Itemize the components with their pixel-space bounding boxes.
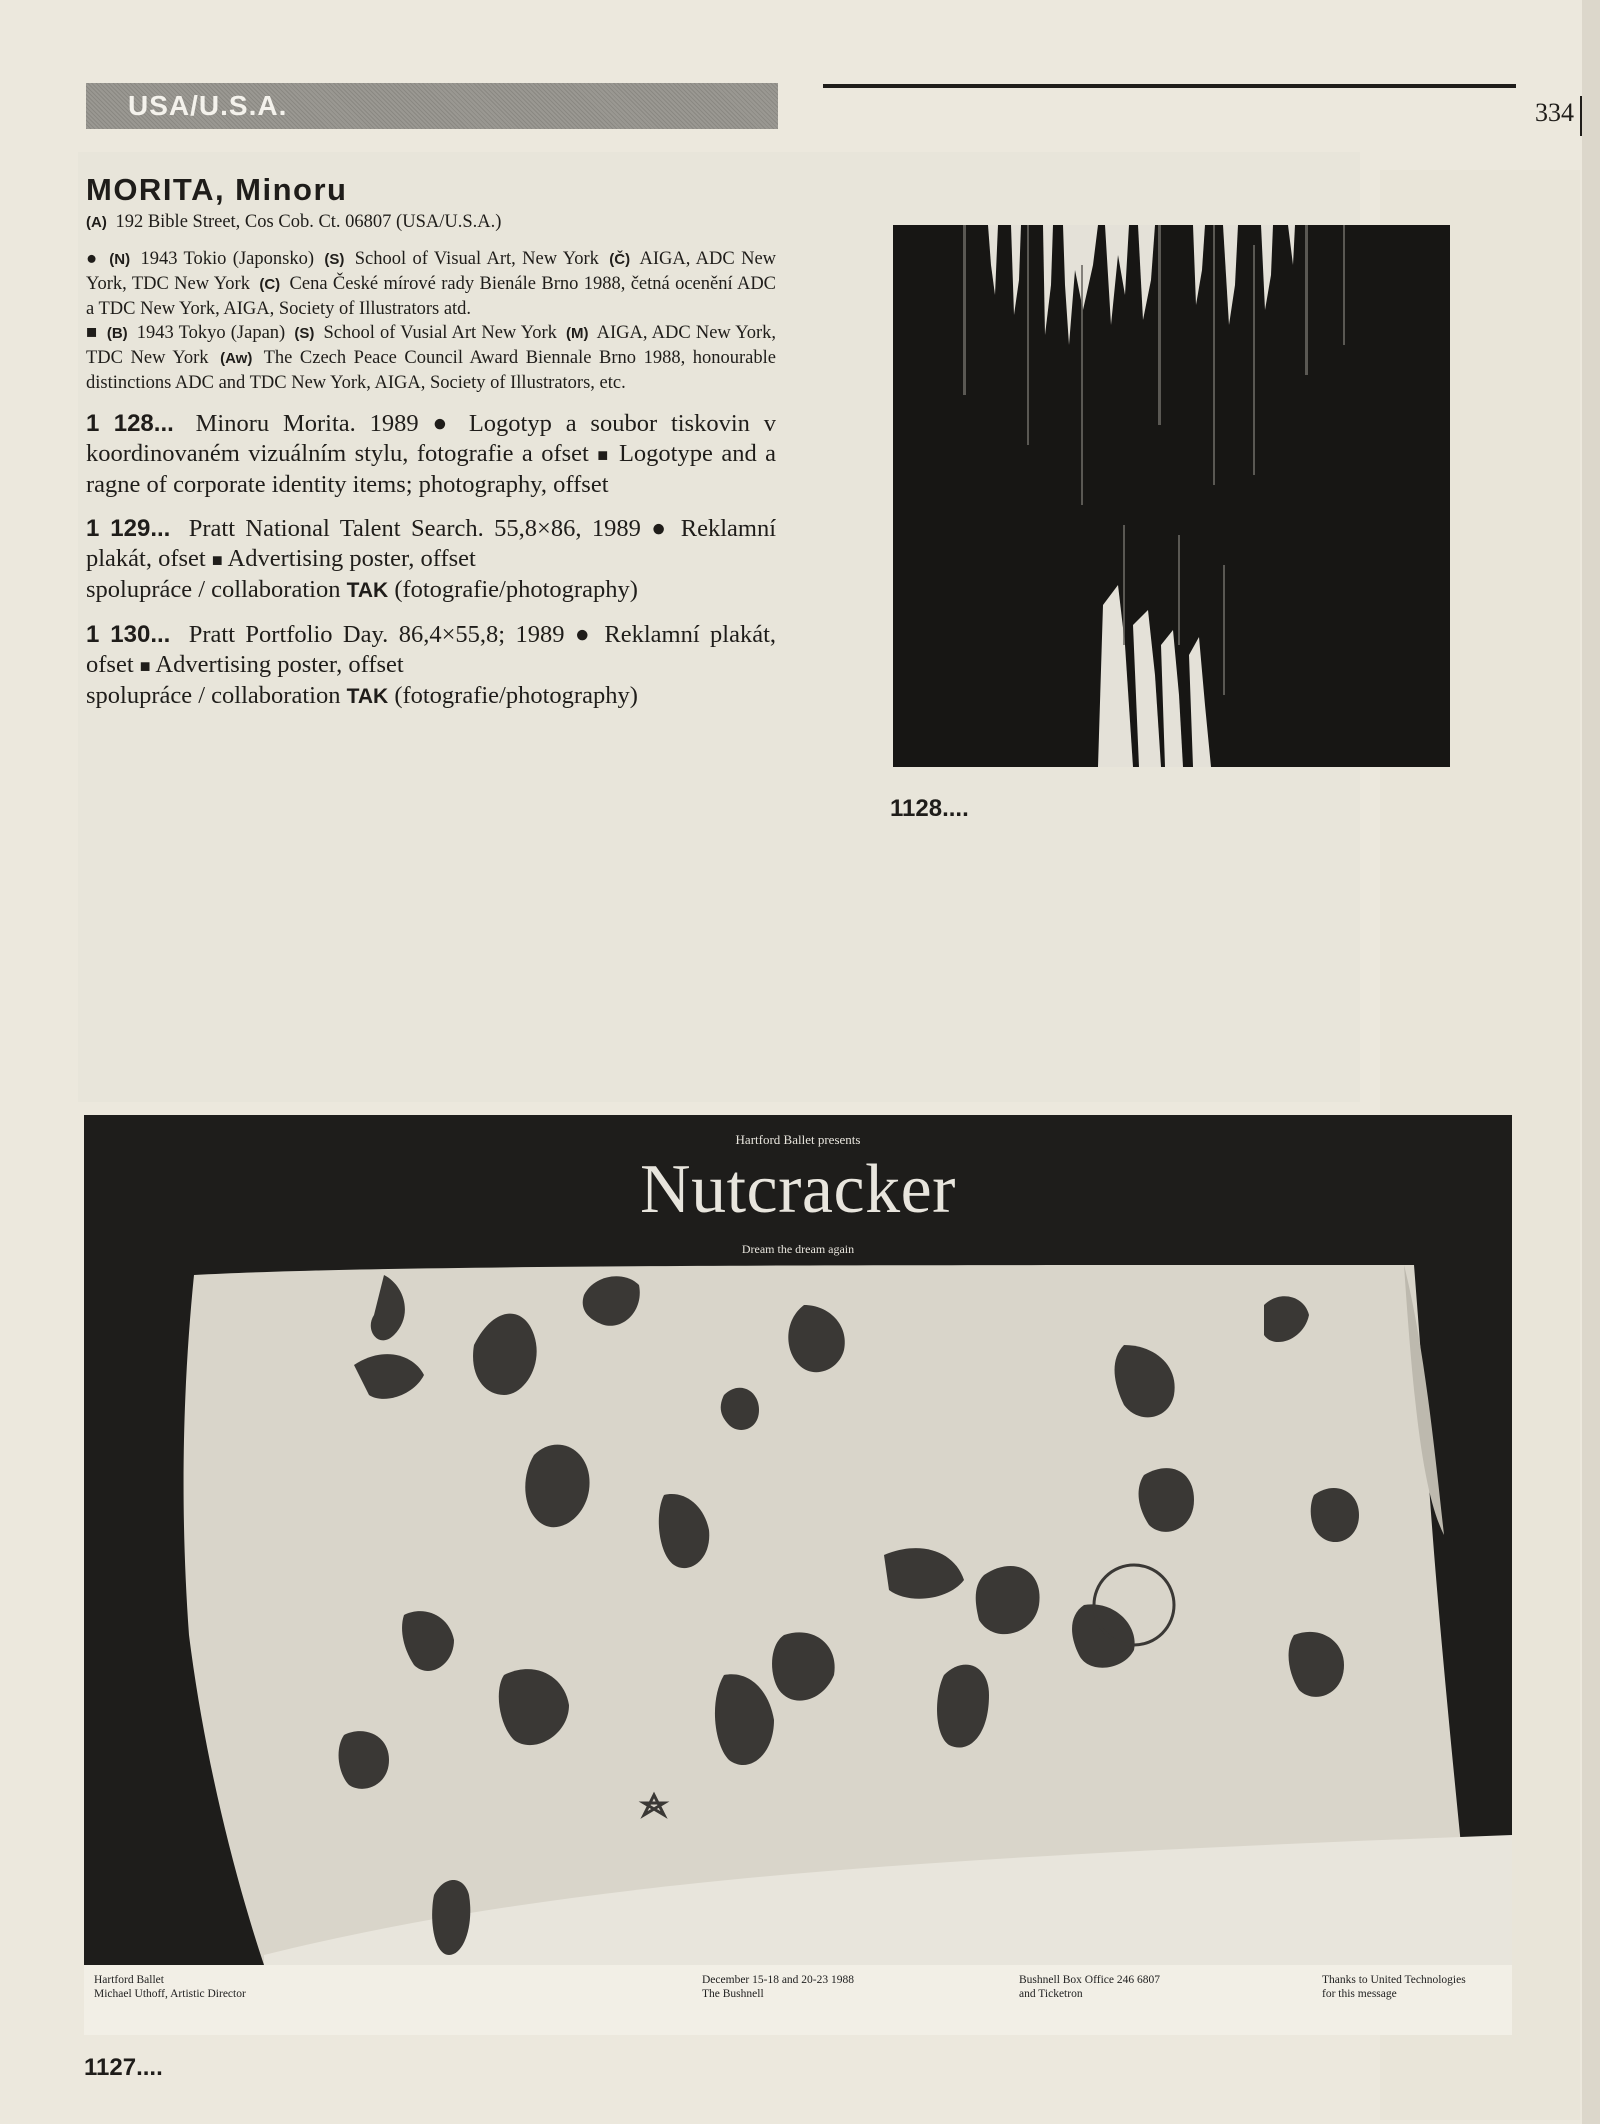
work-title: Pratt National Talent Search. 55,8×86, 1989 [188,515,641,542]
work-number: 1 130... [86,621,171,648]
work-desc-en: Advertising poster, offset [155,651,404,678]
footer-col-1 [94,1973,246,2001]
bullet: ● [651,515,671,542]
bio-birth: 1943 Tokio (Japonsko) [140,249,314,269]
footer-col-2 [702,1973,854,2001]
page-edge [1582,0,1600,2124]
poster-footer [84,1965,1512,2035]
work-number: 1 128... [86,410,174,437]
collab-name: TAK [346,685,389,708]
work-entry-1130 [86,620,776,712]
bio-school: School of Visual Art, New York [354,249,599,269]
address-text: 192 Bible Street, Cos Cob. Ct. 06807 (USA/U.S.A.) [115,212,502,232]
work-desc-en: Logotype and a ragne of corporate identity items; photography, offset [86,440,777,498]
work-entry-1129 [86,514,776,606]
bio-awards: The Czech Peace Council Award Biennale Brno 1988, honourable distinctions ADC and TDC New York, AIGA, Society of Illustrators, etc. [86,348,776,393]
artist-name: MORITA, Minoru [86,172,348,207]
bio-awards: Cena České mírové rady Bienále Brno 1988, četná ocenění ADC a TDC New York, AIGA, Society of Illustrators atd. [86,274,777,319]
poster-title: Nutcracker [640,1151,956,1228]
bullet: ● [574,621,594,648]
footer-text: and Ticketron [1019,1988,1083,2000]
collab-label: spolupráce / collaboration [86,682,341,709]
footer-text: December 15-18 and 20-23 1988 [702,1974,855,1986]
address-tag: (A) [86,214,107,231]
bio-english-bullet: ■ [86,323,98,343]
bio-school: School of Vusial Art New York [323,323,557,343]
collaboration [86,575,776,606]
collab-role: (fotografie/photography) [394,576,638,603]
bio-membership: AIGA, ADC New York, TDC New York [86,323,777,368]
bio-czech [86,247,776,321]
work-title: Minoru Morita. 1989 [195,410,419,437]
footer-text: Michael Uthoff, Artistic Director [94,1988,246,2000]
work-number: 1 129... [86,515,171,542]
poster-presents: Hartford Ballet presents [735,1132,861,1147]
bio-birth: 1943 Tokyo (Japan) [136,323,286,343]
poster-subtitle: Dream the dream again [741,1242,855,1256]
bullet: ■ [211,550,223,570]
work-desc-cz: Reklamní plakát, ofset [86,515,777,572]
footer-text: Thanks to United Technologies [1322,1974,1466,1986]
artist-address [86,210,776,235]
footer-text: The Bushnell [702,1988,764,2000]
footer-col-3 [1019,1973,1160,2001]
collaboration [86,681,776,712]
footer-text: for this message [1322,1988,1397,2000]
photo-1128-abstract [893,225,1450,767]
bullet: ■ [597,445,611,465]
pillow-illustration [84,1115,1512,2035]
bullet: ● [432,410,455,437]
footer-text: Hartford Ballet [94,1974,164,1986]
abstract-streaks-image [893,225,1450,767]
bio-tag: (M) [566,325,589,342]
work-entry-1128 [86,409,776,500]
poster-1127-nutcracker [84,1115,1512,2035]
work-desc-en: Advertising poster, offset [227,545,476,572]
footer-col-4 [1322,1973,1466,2001]
bullet: ■ [139,656,151,676]
work-desc-cz: Reklamní plakát, ofset [86,621,777,678]
collab-role: (fotografie/photography) [394,682,638,709]
header-rule [823,84,1516,88]
work-desc-cz: Logotyp a soubor tiskovin v koordinovaném vizuálním stylu, fotografie a ofset [86,410,776,467]
bio-membership: AIGA, ADC New York, TDC New York [86,249,777,294]
bio-tag: (Č) [609,251,631,268]
bio-tag: (Aw) [220,350,253,367]
collab-name: TAK [346,579,389,602]
footer-text: Bushnell Box Office 246 6807 [1019,1974,1160,1986]
figure-caption-1127: 1127.... [84,2054,163,2081]
bio-czech-bullet: ● [86,249,99,269]
bio-english [86,321,776,395]
bio-tag: (C) [259,276,281,293]
work-title: Pratt Portfolio Day. 86,4×55,8; 1989 [188,621,565,648]
collab-label: spolupráce / collaboration [86,576,341,603]
figure-caption-1128: 1128.... [890,795,969,822]
section-header: USA/U.S.A. [86,83,778,129]
bio-tag: (N) [109,251,131,268]
bio-tag: (B) [106,325,128,342]
artist-entry [86,172,776,712]
bio-tag: (S) [294,325,315,342]
page-number: 334 [1535,96,1582,136]
bio-tag: (S) [324,251,345,268]
